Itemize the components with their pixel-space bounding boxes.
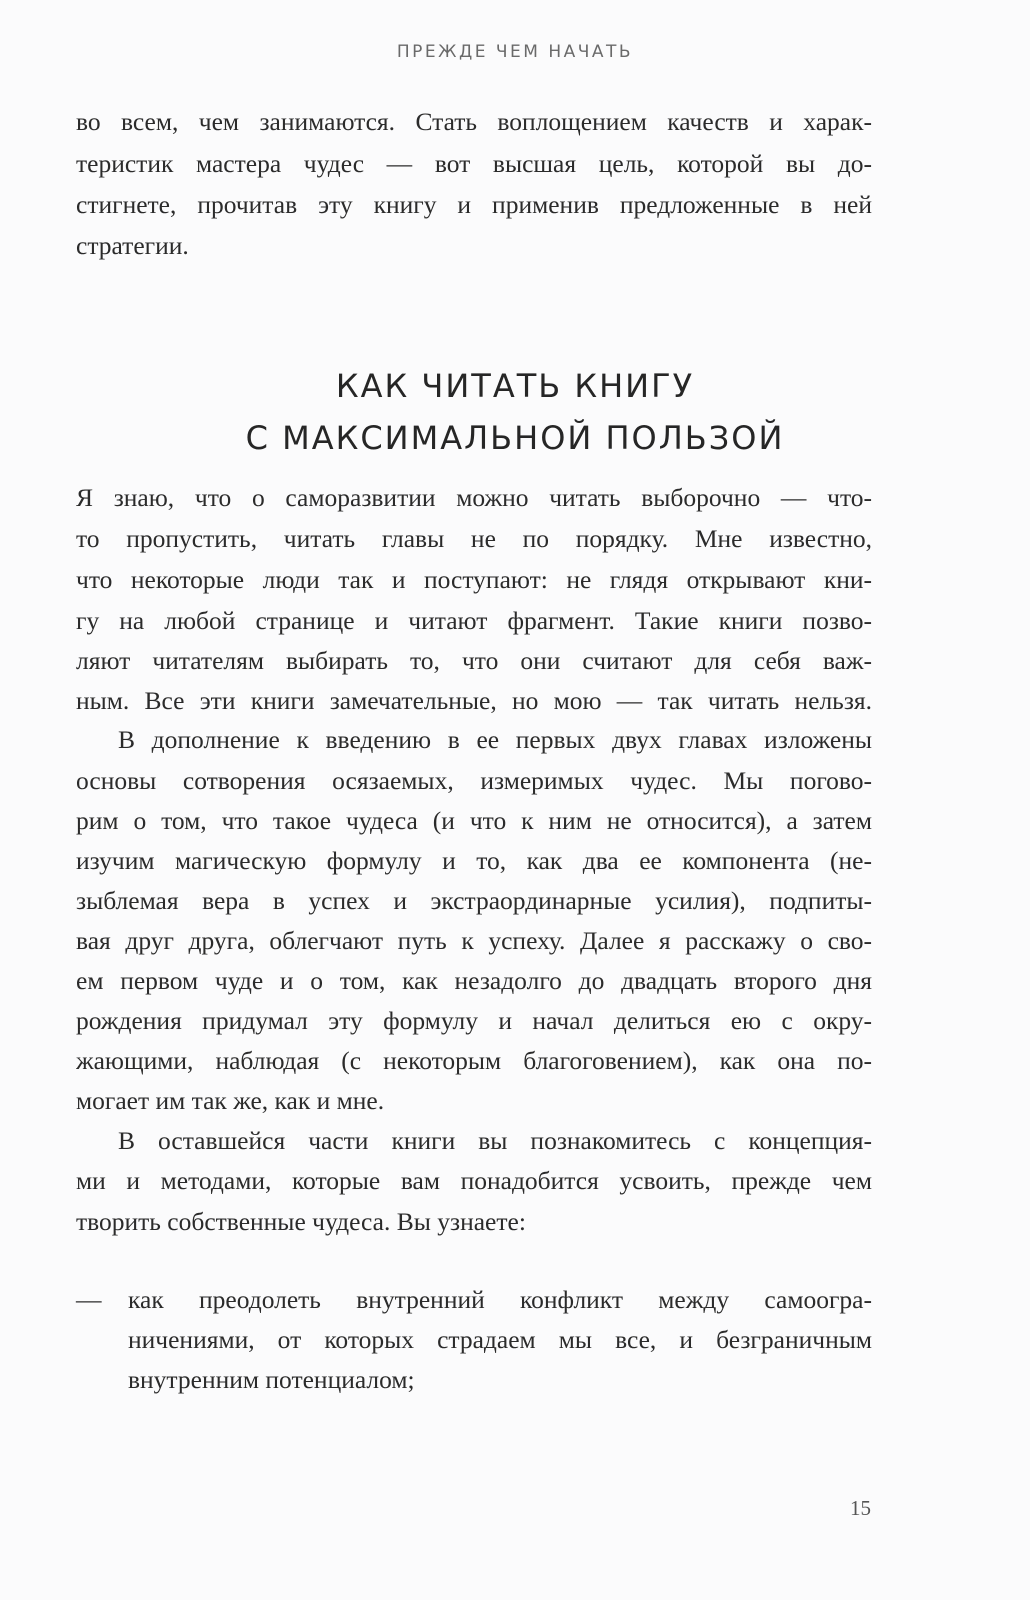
running-head: ПРЕЖДЕ ЧЕМ НАЧАТЬ xyxy=(396,42,634,62)
paragraph2-line: основы сотворения осязаемых, измеримых чудес. Мы погово- xyxy=(76,766,872,795)
paragraph2-line: жающими, наблюдая (с некоторым благоговением), как она по- xyxy=(76,1046,872,1075)
paragraph2-line: В дополнение к введению в ее первых двух главах изложены xyxy=(118,725,872,754)
intro-line: стигнете, прочитав эту книгу и применив предложенные в ней xyxy=(76,190,872,219)
paragraph2-line: ем первом чуде и о том, как незадолго до двадцать второго дня xyxy=(76,966,872,995)
paragraph3-line: В оставшейся части книги вы познакомитесь с концепция- xyxy=(118,1126,872,1155)
paragraph2-line: рождения придумал эту формулу и начал делиться ею с окру- xyxy=(76,1006,872,1035)
bullet-line: как преодолеть внутренний конфликт между самоогра- xyxy=(128,1285,872,1314)
page-number: 15 xyxy=(850,1496,871,1520)
paragraph1-line: то пропустить, читать главы не по порядку. Мне известно, xyxy=(76,524,872,553)
section-heading-line: КАК ЧИТАТЬ КНИГУ xyxy=(335,367,695,405)
intro-line: теристик мастера чудес — вот высшая цель, которой вы до- xyxy=(76,149,872,178)
paragraph2-line: вая друг друга, облегчают путь к успеху. Далее я расскажу о сво- xyxy=(76,926,872,955)
paragraph1-line: Я знаю, что о саморазвитии можно читать выборочно — что- xyxy=(76,483,872,512)
paragraph2-line: могает им так же, как и мне. xyxy=(76,1086,385,1115)
section-heading-line: С МАКСИМАЛЬНОЙ ПОЛЬЗОЙ xyxy=(245,419,785,457)
bullet-line: ничениями, от которых страдаем мы все, и безграничным xyxy=(128,1325,872,1354)
paragraph3-line: ми и методами, которые вам понадобится усвоить, прежде чем xyxy=(76,1166,872,1195)
paragraph2-line: изучим магическую формулу и то, как два ее компонента (не- xyxy=(76,846,872,875)
paragraph1-line: ным. Все эти книги замечательные, но мою — так читать нельзя. xyxy=(76,686,872,715)
intro-line: стратегии. xyxy=(76,231,189,260)
paragraph1-line: ляют читателям выбирать то, что они считают для себя важ- xyxy=(76,646,872,675)
paragraph1-line: гу на любой странице и читают фрагмент. Такие книги позво- xyxy=(76,606,872,635)
paragraph3-line: творить собственные чудеса. Вы узнаете: xyxy=(76,1207,526,1236)
bullet-dash: — xyxy=(76,1285,102,1314)
paragraph2-line: зыблемая вера в успех и экстраординарные усилия), подпиты- xyxy=(76,886,872,915)
intro-line: во всем, чем занимаются. Стать воплощением качеств и харак- xyxy=(76,107,872,136)
paragraph1-line: что некоторые люди так и поступают: не глядя открывают кни- xyxy=(76,565,872,594)
bullet-line: внутренним потенциалом; xyxy=(128,1365,415,1394)
paragraph2-line: рим о том, что такое чудеса (и что к ним не относится), а затем xyxy=(76,806,872,835)
